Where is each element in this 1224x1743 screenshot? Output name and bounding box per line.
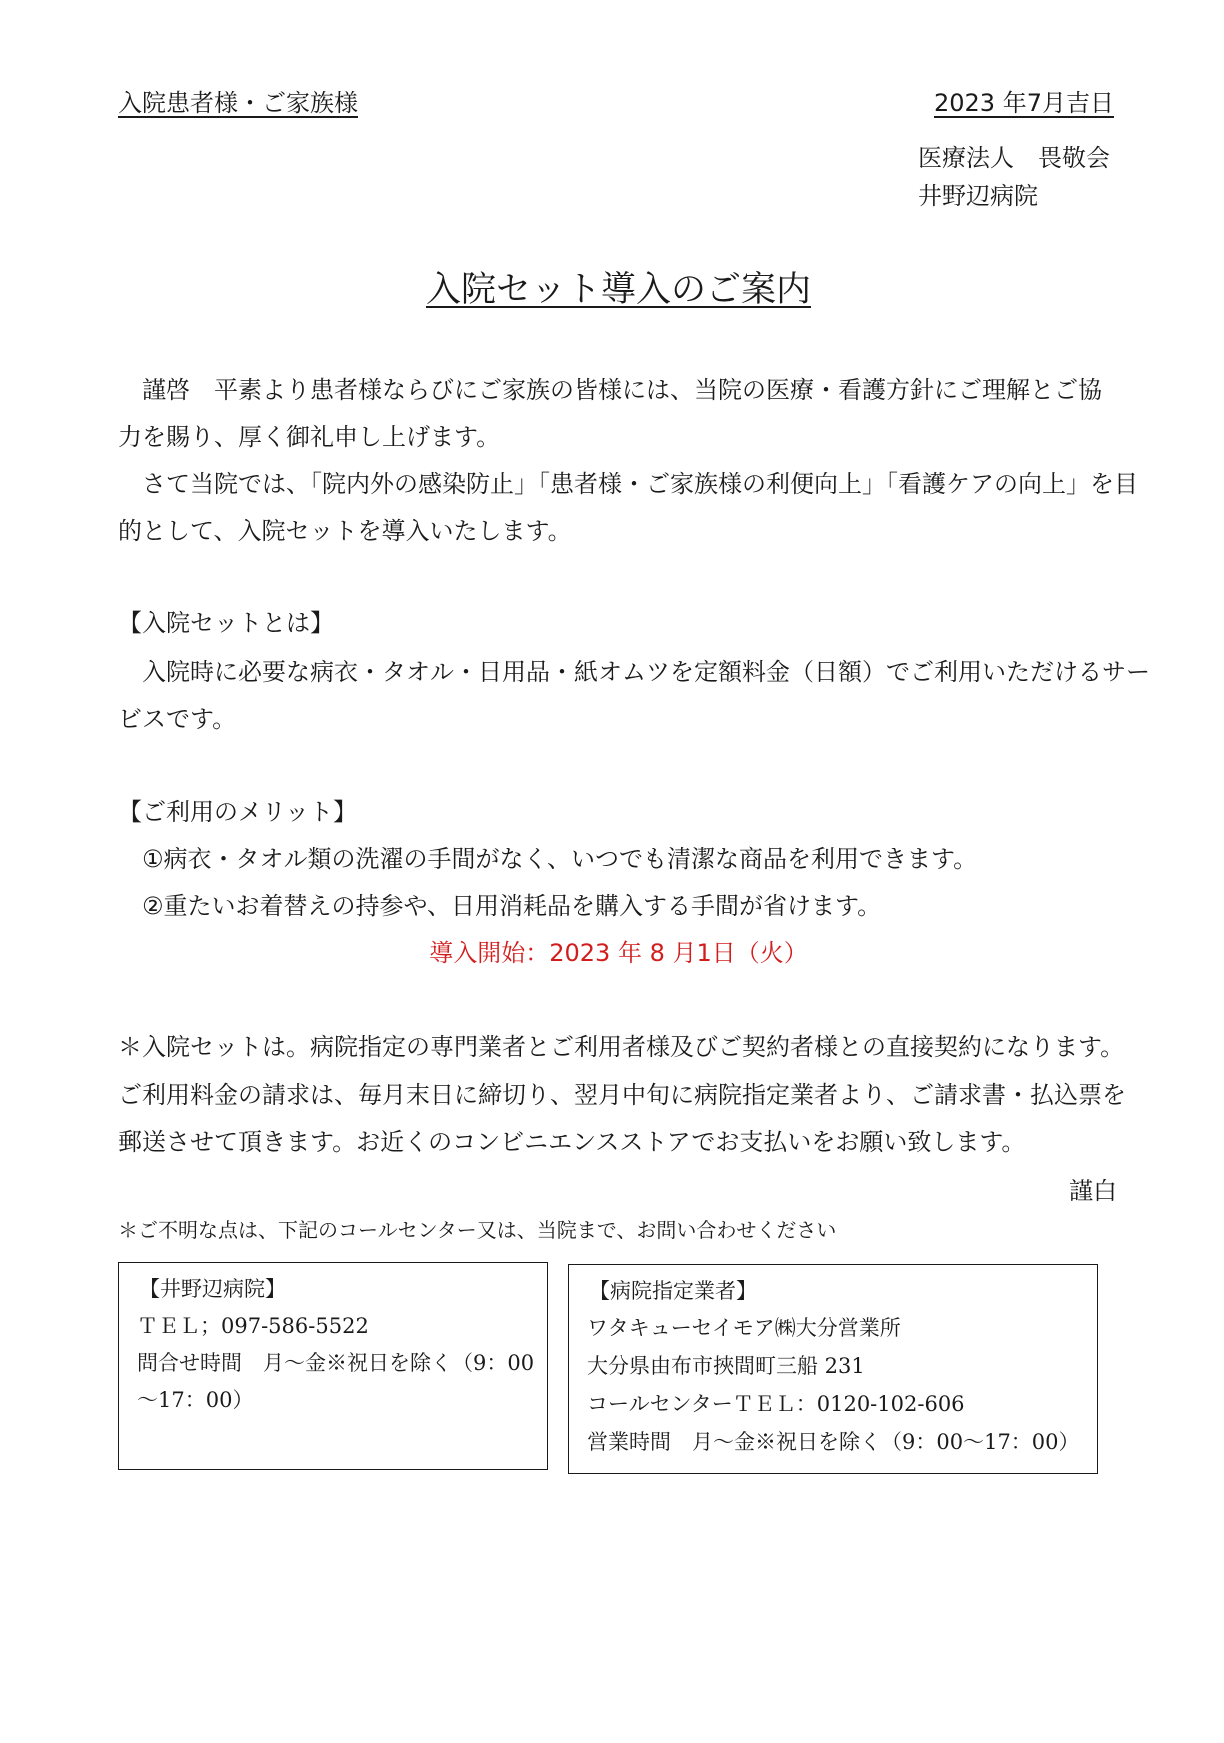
vendor-hours: 営業時間 月～金※祝日を除く（9：00～17：00） [587, 1430, 1080, 1454]
hospital-box-heading: 【井野辺病院】 [139, 1277, 286, 1301]
hospital-contact-box [118, 1262, 548, 1470]
hospital-name: 井野辺病院 [918, 182, 1038, 210]
intro-line-1: 謹啓 平素より患者様ならびにご家族の皆様には、当院の医療・看護方針にご理解とご協 [118, 376, 1102, 404]
vendor-box-heading: 【病院指定業者】 [589, 1279, 757, 1303]
merit-item-1: ①病衣・タオル類の洗濯の手間がなく、いつでも清潔な商品を利用できます。 [118, 845, 978, 873]
vendor-tel: コールセンターＴＥＬ：0120-102-606 [587, 1392, 965, 1416]
merit-item-2: ②重たいお着替えの持参や、日用消耗品を購入する手間が省けます。 [118, 892, 882, 920]
set-description-line-2: ビスです。 [118, 705, 237, 733]
intro-line-3: さて当院では、「院内外の感染防止」「患者様・ご家族様の利便向上」「看護ケアの向上」を目 [118, 470, 1138, 498]
notice-line-1: ＊入院セットは。病院指定の専門業者とご利用者様及びご契約者様との直接契約になります。 [118, 1033, 1125, 1061]
hospital-tel: ＴＥＬ；097-586-5522 [137, 1314, 369, 1338]
vendor-address: 大分県由布市挾間町三船 231 [587, 1354, 865, 1378]
vendor-name: ワタキューセイモア㈱大分営業所 [587, 1316, 901, 1340]
hospital-hours-line-1: 問合せ時間 月～金※祝日を除く（9：00 [137, 1351, 535, 1375]
addressee: 入院患者様・ご家族様 [118, 89, 358, 117]
set-description-line-1: 入院時に必要な病衣・タオル・日用品・紙オムツを定額料金（日額）でご利用いただけるサー [118, 658, 1150, 686]
document-title: 入院セット導入のご案内 [425, 270, 811, 310]
intro-line-4: 的として、入院セットを導入いたします。 [118, 517, 572, 545]
contact-note: ＊ご不明な点は、下記のコールセンター又は、当院まで、お問い合わせください [118, 1218, 837, 1242]
letter-date: 2023 年7月吉日 [934, 89, 1114, 117]
intro-line-2: 力を賜り、厚く御礼申し上げます。 [118, 423, 501, 451]
section-heading-set: 【入院セットとは】 [118, 609, 334, 637]
organization-name: 医療法人 畏敬会 [918, 144, 1110, 172]
vendor-contact-box [568, 1264, 1098, 1474]
hospital-hours-line-2: ～17：00） [137, 1388, 254, 1412]
notice-line-2: ご利用料金の請求は、毎月末日に締切り、翌月中旬に病院指定業者より、ご請求書・払込票を [118, 1081, 1126, 1109]
start-date-notice: 導入開始：2023 年 8 月1日（火） [429, 939, 808, 967]
notice-line-3: 郵送させて頂きます。お近くのコンビニエンスストアでお支払いをお願い致します。 [118, 1128, 1026, 1156]
closing-word: 謹白 [1069, 1177, 1117, 1205]
section-heading-merits: 【ご利用のメリット】 [118, 798, 358, 826]
